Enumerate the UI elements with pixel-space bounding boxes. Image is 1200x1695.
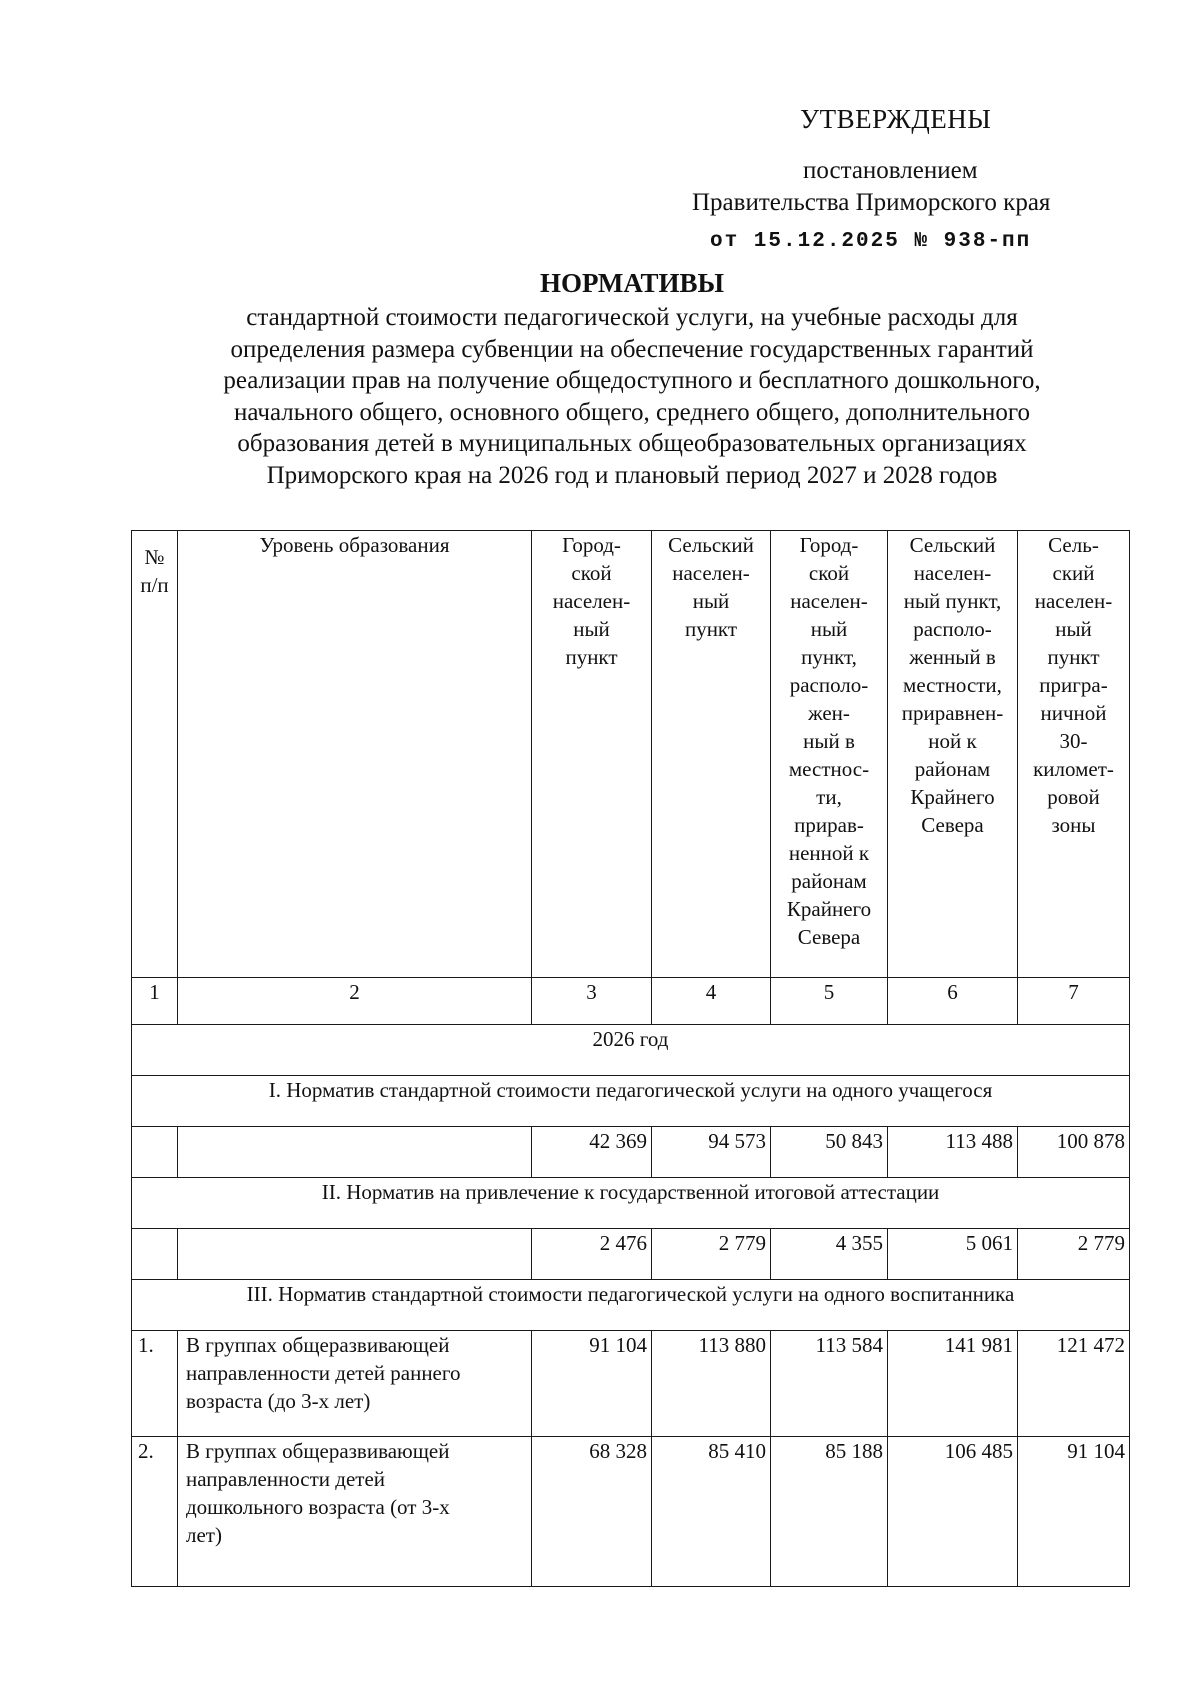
approval-title: УТВЕРЖДЕНЫ xyxy=(800,104,992,134)
value-cell: 121 472 xyxy=(1018,1331,1130,1437)
approval-date-number-stamp: от 15.12.2025 № 938-пп xyxy=(710,230,1032,253)
empty-cell xyxy=(132,1229,178,1280)
subtitle-line: стандартной стоимости педагогической услуги, на учебные расходы для xyxy=(246,304,1018,331)
table-row xyxy=(132,1331,1130,1437)
value-cell: 42 369 xyxy=(532,1127,652,1178)
column-number: 1 xyxy=(132,978,178,1025)
row-number: 2. xyxy=(132,1437,178,1587)
value-cell: 2 779 xyxy=(1018,1229,1130,1280)
column-number: 3 xyxy=(532,978,652,1025)
value-cell: 106 485 xyxy=(888,1437,1018,1587)
section-3-title: III. Норматив стандартной стоимости педагогической услуги на одного воспитанника xyxy=(132,1280,1130,1331)
value-cell: 85 410 xyxy=(652,1437,771,1587)
header-cell-rural: Сельский населен- ный пункт xyxy=(652,531,771,978)
table-header-row xyxy=(132,531,1130,978)
column-number: 5 xyxy=(771,978,888,1025)
value-cell: 113 584 xyxy=(771,1331,888,1437)
table-row xyxy=(132,1437,1130,1587)
norms-table xyxy=(131,530,1130,1587)
column-number-row xyxy=(132,978,1130,1025)
section-1-title-row xyxy=(132,1076,1130,1127)
value-cell: 113 488 xyxy=(888,1127,1018,1178)
value-cell: 4 355 xyxy=(771,1229,888,1280)
header-cell-rural-north: Сельский населен- ный пункт, располо- женный в местности, приравнен- ной к районам Крайнего Севера xyxy=(888,531,1018,978)
value-cell: 5 061 xyxy=(888,1229,1018,1280)
header-cell-education-level: Уровень образования xyxy=(178,531,532,978)
section-3-title-row xyxy=(132,1280,1130,1331)
row-description: В группах общеразвивающей направленности детей дошкольного возраста (от 3-х лет) xyxy=(178,1437,532,1587)
value-cell: 85 188 xyxy=(771,1437,888,1587)
value-cell: 94 573 xyxy=(652,1127,771,1178)
value-cell: 91 104 xyxy=(1018,1437,1130,1587)
section-2-title: II. Норматив на привлечение к государственной итоговой аттестации xyxy=(132,1178,1130,1229)
column-number: 2 xyxy=(178,978,532,1025)
value-cell: 141 981 xyxy=(888,1331,1018,1437)
year-row xyxy=(132,1025,1130,1076)
value-cell: 68 328 xyxy=(532,1437,652,1587)
empty-cell xyxy=(178,1229,532,1280)
header-cell-urban-north: Город- ской населен- ный пункт, располо- жен- ный в местнос- ти, прирав- ненной к районам Крайнего Севера xyxy=(771,531,888,978)
year-label: 2026 год xyxy=(132,1025,1130,1076)
subtitle-line: образования детей в муниципальных общеобразовательных организациях xyxy=(237,430,1027,457)
section-1-title: I. Норматив стандартной стоимости педагогической услуги на одного учащегося xyxy=(132,1076,1130,1127)
subtitle-line: реализации прав на получение общедоступного и бесплатного дошкольного, xyxy=(223,367,1041,394)
section-2-title-row xyxy=(132,1178,1130,1229)
value-cell: 2 476 xyxy=(532,1229,652,1280)
header-cell-rural-border-zone: Сель- ский населен- ный пункт пригра- ничной 30- километ- ровой зоны xyxy=(1018,531,1130,978)
document-subtitle xyxy=(160,302,1104,491)
subtitle-line: Приморского края на 2026 год и плановый период 2027 и 2028 годов xyxy=(266,461,998,489)
section-1-values-row xyxy=(132,1127,1130,1178)
value-cell: 91 104 xyxy=(532,1331,652,1437)
row-description: В группах общеразвивающей направленности детей раннего возраста (до 3-х лет) xyxy=(178,1331,532,1437)
empty-cell xyxy=(132,1127,178,1178)
value-cell: 50 843 xyxy=(771,1127,888,1178)
header-cell-number: № п/п xyxy=(132,531,178,978)
column-number: 7 xyxy=(1018,978,1130,1025)
value-cell: 113 880 xyxy=(652,1331,771,1437)
header-cell-urban: Город- ской населен- ный пункт xyxy=(532,531,652,978)
approval-line-1: постановлением xyxy=(803,157,978,184)
empty-cell xyxy=(178,1127,532,1178)
row-number: 1. xyxy=(132,1331,178,1437)
value-cell: 100 878 xyxy=(1018,1127,1130,1178)
section-2-values-row xyxy=(132,1229,1130,1280)
approval-line-2: Правительства Приморского края xyxy=(692,189,1051,216)
subtitle-line: определения размера субвенции на обеспечение государственных гарантий xyxy=(230,335,1034,363)
value-cell: 2 779 xyxy=(652,1229,771,1280)
column-number: 4 xyxy=(652,978,771,1025)
subtitle-line: начального общего, основного общего, среднего общего, дополнительного xyxy=(233,398,1031,426)
column-number: 6 xyxy=(888,978,1018,1025)
document-title: НОРМАТИВЫ xyxy=(539,268,725,298)
